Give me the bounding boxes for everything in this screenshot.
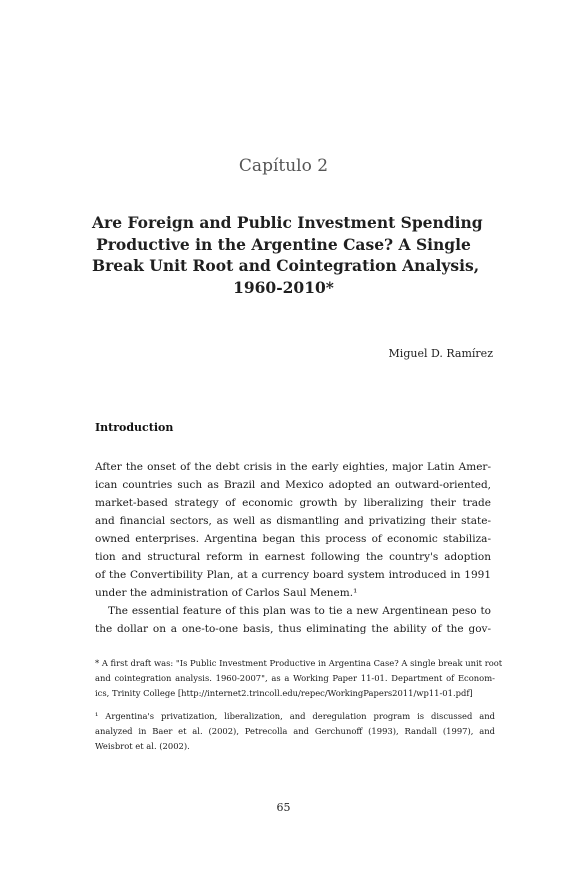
chapter-title-line: Are Foreign and Public Investment Spending bbox=[92, 213, 483, 232]
chapter-title-line: Productive in the Argentine Case? A Single bbox=[96, 234, 471, 254]
body-line: After the onset of the debt crisis in the early eighties, major Latin Amer- bbox=[95, 461, 491, 473]
chapter-title-line: 1960-2010* bbox=[233, 277, 334, 297]
chapter-label: Capítulo 2 bbox=[238, 156, 329, 176]
footnote-one bbox=[95, 709, 495, 754]
body-line: the dollar on a one-to-one basis, thus eliminating the ability of the gov- bbox=[95, 623, 491, 635]
footnote-line: ¹ Argentina's privatization, liberalization, and deregulation program is discussed and bbox=[95, 711, 495, 721]
footnote-line: and cointegration analysis. 1960-2007", as a Working Paper 11-01. Department of Econom- bbox=[95, 673, 495, 683]
body-line: tion and structural reform in earnest following the country's adoption bbox=[95, 551, 491, 563]
footnote-line: analyzed in Baer et al. (2002), Petrecolla and Gerchunoff (1993), Randall (1997), and bbox=[95, 726, 495, 736]
footnote-line: * A first draft was: "Is Public Investment Productive in Argentina Case? A single break unit root bbox=[95, 658, 503, 668]
chapter-title-line: Break Unit Root and Cointegration Analysis, bbox=[92, 256, 480, 275]
body-line: and financial sectors, as well as dismantling and privatizing their state- bbox=[95, 515, 491, 527]
page-number: 65 bbox=[276, 801, 291, 814]
chapter-title bbox=[92, 212, 483, 298]
body-line: under the administration of Carlos Saul Menem.¹ bbox=[95, 587, 358, 599]
body-line: market-based strategy of economic growth by liberalizing their trade bbox=[95, 497, 491, 509]
body-line: ican countries such as Brazil and Mexico adopted an outward-oriented, bbox=[95, 479, 491, 491]
footnotes bbox=[95, 656, 503, 754]
footnote-line: Weisbrot et al. (2002). bbox=[95, 741, 190, 751]
body-text bbox=[95, 458, 491, 638]
footnote-star bbox=[95, 656, 503, 701]
footnote-spacer bbox=[95, 701, 495, 709]
body-line: of the Convertibility Plan, at a currency board system introduced in 1991 bbox=[95, 569, 491, 581]
footnote-line: ics, Trinity College [http://internet2.trincoll.edu/repec/WorkingPapers2011/wp11-01.pdf] bbox=[95, 688, 473, 698]
body-line: owned enterprises. Argentina began this process of economic stabiliza- bbox=[95, 533, 491, 545]
body-line: The essential feature of this plan was to tie a new Argentinean peso to bbox=[108, 605, 491, 617]
section-heading: Introduction bbox=[95, 421, 174, 434]
author-name: Miguel D. Ramírez bbox=[388, 347, 493, 360]
